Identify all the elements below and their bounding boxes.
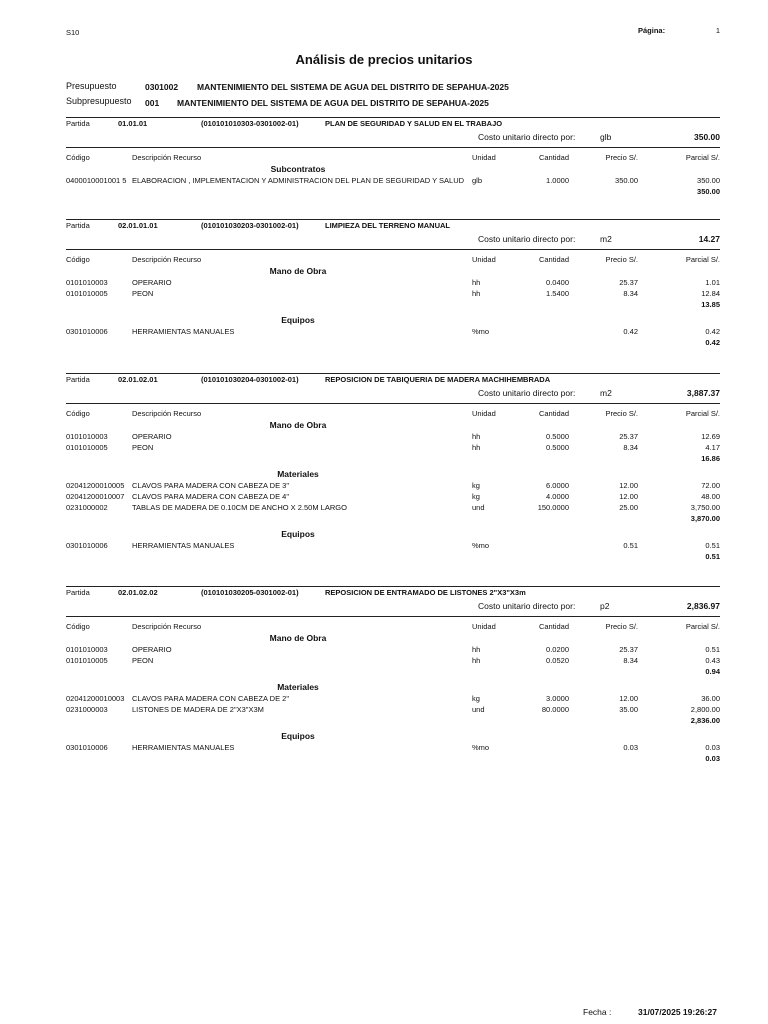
row-precio: 12.00 (619, 481, 638, 490)
row-descripcion: PEON (132, 289, 154, 298)
group-title: Equipos (281, 529, 315, 539)
col-unidad: Unidad (472, 622, 496, 631)
group-title: Materiales (277, 469, 319, 479)
group-title: Materiales (277, 682, 319, 692)
row-precio: 12.00 (619, 492, 638, 501)
partida-code: 02.01.02.01 (118, 375, 158, 384)
row-codigo: 0301010006 (66, 327, 108, 336)
row-descripcion: TABLAS DE MADERA DE 0.10CM DE ANCHO X 2.50M LARGO (132, 503, 347, 512)
row-parcial: 0.42 (705, 327, 720, 336)
row-descripcion: OPERARIO (132, 278, 172, 287)
row-precio: 25.37 (619, 645, 638, 654)
col-cantidad: Cantidad (538, 153, 569, 162)
col-cantidad: Cantidad (538, 409, 569, 418)
row-unidad: glb (472, 176, 483, 185)
fecha-label: Fecha : (583, 1007, 612, 1017)
row-cantidad: 4.0000 (546, 492, 569, 501)
row-cantidad: 0.5000 (546, 443, 569, 452)
row-cantidad: 6.0000 (546, 481, 569, 490)
partida-label: Partida (66, 119, 90, 128)
row-descripcion: PEON (132, 443, 154, 452)
partida-name: LIMPIEZA DEL TERRENO MANUAL (325, 221, 450, 230)
row-unidad: kg (472, 492, 480, 501)
col-descripcion: Descripción Recurso (132, 153, 202, 162)
row-codigo: 02041200010005 (66, 481, 125, 490)
col-descripcion: Descripción Recurso (132, 255, 202, 264)
row-unidad: kg (472, 481, 480, 490)
row-cantidad: 0.0520 (546, 656, 569, 665)
col-codigo: Código (66, 622, 90, 631)
costo-unit: m2 (600, 234, 612, 244)
partida-top-rule (66, 373, 720, 374)
col-cantidad: Cantidad (538, 622, 569, 631)
page-title: Análisis de precios unitarios (295, 52, 473, 67)
row-parcial: 0.43 (705, 656, 720, 665)
group-title: Mano de Obra (269, 633, 327, 643)
row-precio: 350.00 (615, 176, 638, 185)
row-precio: 25.00 (619, 503, 638, 512)
row-descripcion: CLAVOS PARA MADERA CON CABEZA DE 3" (132, 481, 290, 490)
row-precio: 8.34 (623, 289, 638, 298)
row-codigo: 0101010005 (66, 656, 108, 665)
row-cantidad: 1.5400 (546, 289, 569, 298)
row-descripcion: HERRAMIENTAS MANUALES (132, 743, 235, 752)
row-descripcion: ELABORACION , IMPLEMENTACION Y ADMINISTRACION DEL PLAN DE SEGURIDAD Y SALUD (132, 176, 465, 185)
col-cantidad: Cantidad (538, 255, 569, 264)
row-parcial: 72.00 (701, 481, 720, 490)
partida-cost-rule (66, 403, 720, 404)
row-descripcion: HERRAMIENTAS MANUALES (132, 327, 235, 336)
group-total: 0.42 (705, 338, 720, 347)
row-precio: 25.37 (619, 432, 638, 441)
row-parcial: 2,800.00 (690, 705, 720, 714)
row-descripcion: CLAVOS PARA MADERA CON CABEZA DE 2" (132, 694, 290, 703)
row-unidad: %mo (472, 743, 490, 752)
subpresupuesto-code: 001 (145, 98, 160, 108)
col-precio: Precio S/. (605, 255, 638, 264)
row-parcial: 3,750.00 (690, 503, 720, 512)
row-unidad: hh (472, 656, 481, 665)
group-total: 0.94 (705, 667, 720, 676)
partida-cost-rule (66, 249, 720, 250)
presupuesto-label: Presupuesto (66, 81, 117, 91)
col-unidad: Unidad (472, 255, 496, 264)
row-parcial: 12.84 (701, 289, 720, 298)
row-codigo: 0101010003 (66, 645, 108, 654)
page-number: 1 (715, 26, 720, 35)
col-parcial: Parcial S/. (685, 409, 720, 418)
col-descripcion: Descripción Recurso (132, 622, 202, 631)
row-descripcion: CLAVOS PARA MADERA CON CABEZA DE 4" (132, 492, 290, 501)
col-codigo: Código (66, 409, 90, 418)
col-parcial: Parcial S/. (685, 255, 720, 264)
partida-ref: (010101010303-0301002-01) (201, 119, 299, 128)
row-unidad: und (472, 705, 485, 714)
row-codigo: 02041200010007 (66, 492, 125, 501)
partida-top-rule (66, 586, 720, 587)
costo-value: 14.27 (698, 234, 720, 244)
row-codigo: 0101010005 (66, 289, 108, 298)
row-parcial: 0.03 (705, 743, 720, 752)
fecha-value: 31/07/2025 19:26:27 (638, 1007, 717, 1017)
presupuesto-desc: MANTENIMIENTO DEL SISTEMA DE AGUA DEL DISTRITO DE SEPAHUA-2025 (197, 82, 509, 92)
row-cantidad: 80.0000 (541, 705, 569, 714)
partida-ref: (010101030205-0301002-01) (201, 588, 299, 597)
partida-name: REPOSICION DE ENTRAMADO DE LISTONES 2"X3"X3m (325, 588, 526, 597)
row-descripcion: OPERARIO (132, 432, 172, 441)
partida-cost-rule (66, 616, 720, 617)
partida-label: Partida (66, 221, 90, 230)
col-parcial: Parcial S/. (685, 153, 720, 162)
row-parcial: 4.17 (705, 443, 720, 452)
row-cantidad: 1.0000 (546, 176, 569, 185)
subpresupuesto-desc: MANTENIMIENTO DEL SISTEMA DE AGUA DEL DISTRITO DE SEPAHUA-2025 (177, 98, 489, 108)
row-codigo: 0231000003 (66, 705, 108, 714)
row-parcial: 0.51 (705, 645, 720, 654)
col-codigo: Código (66, 255, 90, 264)
col-precio: Precio S/. (605, 622, 638, 631)
group-title: Equipos (281, 731, 315, 741)
partida-top-rule (66, 117, 720, 118)
costo-value: 350.00 (694, 132, 720, 142)
col-unidad: Unidad (472, 153, 496, 162)
partida-code: 01.01.01 (118, 119, 148, 128)
partida-label: Partida (66, 588, 90, 597)
partida-name: PLAN DE SEGURIDAD Y SALUD EN EL TRABAJO (325, 119, 503, 128)
row-descripcion: HERRAMIENTAS MANUALES (132, 541, 235, 550)
row-unidad: hh (472, 432, 481, 441)
report-code: S10 (66, 28, 80, 37)
row-codigo: 0101010003 (66, 278, 108, 287)
partida-top-rule (66, 219, 720, 220)
group-total: 0.03 (705, 754, 720, 763)
col-unidad: Unidad (472, 409, 496, 418)
row-unidad: hh (472, 278, 481, 287)
partida-code: 02.01.02.02 (118, 588, 158, 597)
col-precio: Precio S/. (605, 153, 638, 162)
row-unidad: %mo (472, 327, 490, 336)
partida-ref: (010101030204-0301002-01) (201, 375, 299, 384)
partida-label: Partida (66, 375, 90, 384)
row-descripcion: PEON (132, 656, 154, 665)
costo-unit: m2 (600, 388, 612, 398)
group-total: 13.85 (701, 300, 720, 309)
col-descripcion: Descripción Recurso (132, 409, 202, 418)
costo-label: Costo unitario directo por: (478, 132, 576, 142)
costo-unit: glb (600, 132, 612, 142)
row-descripcion: OPERARIO (132, 645, 172, 654)
row-precio: 8.34 (623, 443, 638, 452)
subpresupuesto-label: Subpresupuesto (66, 96, 132, 106)
row-cantidad: 3.0000 (546, 694, 569, 703)
col-parcial: Parcial S/. (685, 622, 720, 631)
partida-ref: (010101030203-0301002-01) (201, 221, 299, 230)
group-total: 350.00 (697, 187, 720, 196)
row-parcial: 1.01 (705, 278, 720, 287)
group-title: Mano de Obra (269, 420, 327, 430)
row-descripcion: LISTONES DE MADERA DE 2"X3"X3M (132, 705, 264, 714)
group-total: 2,836.00 (690, 716, 720, 725)
row-codigo: 02041200010003 (66, 694, 125, 703)
costo-value: 2,836.97 (686, 601, 720, 611)
costo-label: Costo unitario directo por: (478, 234, 576, 244)
row-cantidad: 0.0200 (546, 645, 569, 654)
row-unidad: hh (472, 443, 481, 452)
row-unidad: %mo (472, 541, 490, 550)
row-codigo: 0400010001001 5 (66, 176, 127, 185)
row-precio: 0.03 (623, 743, 638, 752)
row-codigo: 0301010006 (66, 743, 108, 752)
page-label: Página: (638, 26, 666, 35)
row-codigo: 0101010005 (66, 443, 108, 452)
row-codigo: 0301010006 (66, 541, 108, 550)
group-total: 3,870.00 (690, 514, 720, 523)
row-cantidad: 0.5000 (546, 432, 569, 441)
col-precio: Precio S/. (605, 409, 638, 418)
row-unidad: kg (472, 694, 480, 703)
row-unidad: und (472, 503, 485, 512)
partida-code: 02.01.01.01 (118, 221, 158, 230)
row-parcial: 48.00 (701, 492, 720, 501)
row-precio: 0.51 (623, 541, 638, 550)
row-parcial: 350.00 (697, 176, 720, 185)
presupuesto-code: 0301002 (145, 82, 179, 92)
group-title: Mano de Obra (269, 266, 327, 276)
row-precio: 12.00 (619, 694, 638, 703)
row-codigo: 0101010003 (66, 432, 108, 441)
row-cantidad: 0.0400 (546, 278, 569, 287)
row-parcial: 0.51 (705, 541, 720, 550)
row-precio: 35.00 (619, 705, 638, 714)
costo-unit: p2 (600, 601, 610, 611)
group-title: Subcontratos (270, 164, 326, 174)
row-precio: 0.42 (623, 327, 638, 336)
row-codigo: 0231000002 (66, 503, 108, 512)
costo-label: Costo unitario directo por: (478, 601, 576, 611)
row-unidad: hh (472, 645, 481, 654)
group-total: 16.86 (701, 454, 720, 463)
partida-cost-rule (66, 147, 720, 148)
row-precio: 25.37 (619, 278, 638, 287)
group-total: 0.51 (705, 552, 720, 561)
row-parcial: 12.69 (701, 432, 720, 441)
row-parcial: 36.00 (701, 694, 720, 703)
group-title: Equipos (281, 315, 315, 325)
partida-name: REPOSICION DE TABIQUERIA DE MADERA MACHIHEMBRADA (325, 375, 551, 384)
col-codigo: Código (66, 153, 90, 162)
row-precio: 8.34 (623, 656, 638, 665)
costo-value: 3,887.37 (686, 388, 720, 398)
row-cantidad: 150.0000 (537, 503, 569, 512)
costo-label: Costo unitario directo por: (478, 388, 576, 398)
row-unidad: hh (472, 289, 481, 298)
